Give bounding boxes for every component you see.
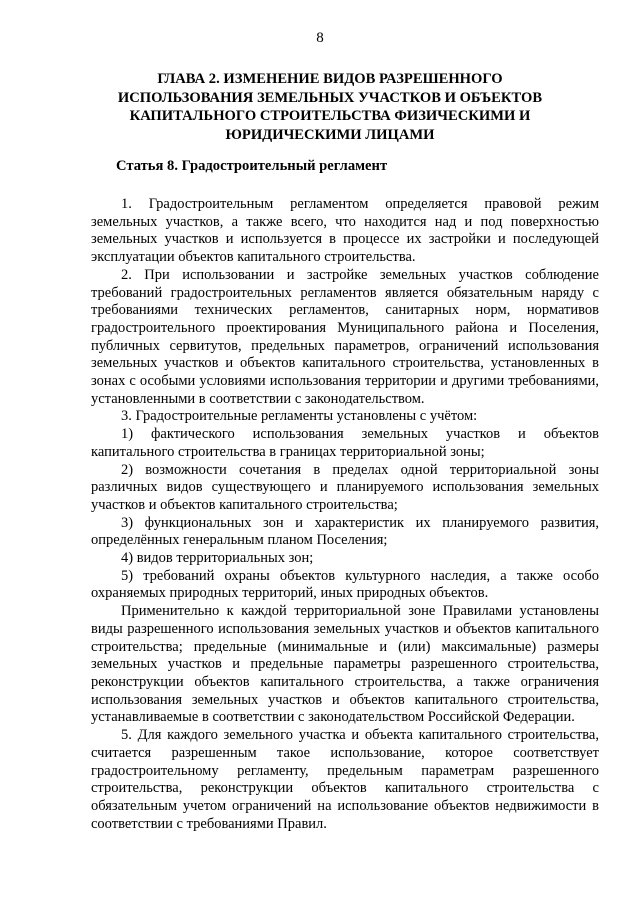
page-number: 8	[316, 30, 324, 46]
list-item-4: 4) видов территориальных зон;	[121, 550, 314, 567]
list-item-3: 3) функциональных зон и характеристик их планируемого развития, определённых генеральным планом Поселения;	[91, 514, 599, 549]
paragraph-5: 5. Для каждого земельного участка и объекта капитального строительства, считается разрешенным такое использование, которое соответствует градостроительному регламенту, предельным параметрам разрешенного строительства, реконструкции объектов капитального строительства с обязательным учетом ограничений на использование объектов недвижимости в соответствии с требованиями Правил.	[91, 727, 599, 832]
list-item-2: 2) возможности сочетания в пределах одной территориальной зоны различных видов существующего и планируемого использования земельных участков и объектов капитального строительства;	[91, 461, 599, 513]
article-body	[91, 196, 599, 833]
paragraph-zones: Применительно к каждой территориальной зоне Правилами установлены виды разрешенного использования земельных участков и объектов капитального строительства; предельные (минимальные и (или) максимальные) размеры земельных участков и предельные параметры разрешенного строительства, реконструкции объектов капитального строительства, а также ограничения использования земельных участков и объектов капитального строительства, устанавливаемые в соответствии с законодательством Российской Федерации.	[91, 603, 599, 726]
paragraph-1: 1. Градостроительным регламентом определяется правовой режим земельных участков, а также всего, что находится над и под поверхностью земельных участков и используется в процессе их застройки и последующей эксплуатации объектов капитального строительства.	[91, 196, 599, 266]
article-title: Статья 8. Градостроительный регламент	[116, 158, 388, 174]
list-item-5: 5) требований охраны объектов культурного наследия, а также особо охраняемых природных территорий, иных природных объектов.	[91, 567, 599, 602]
chapter-title: ГЛАВА 2. ИЗМЕНЕНИЕ ВИДОВ РАЗРЕШЕННОГО ИСПОЛЬЗОВАНИЯ ЗЕМЕЛЬНЫХ УЧАСТКОВ И ОБЪЕКТОВ КАПИТАЛЬНОГО СТРОИТЕЛЬСТВА ФИЗИЧЕСКИМИ И ЮРИДИЧЕСКИМИ ЛИЦАМИ	[117, 71, 543, 143]
paragraph-2: 2. При использовании и застройке земельных участков соблюдение требований градостроительных регламентов является обязательным наряду с требованиями технических регламентов, санитарных норм, нормативов градостроительного проектирования Муниципального района и Поселения, публичных сервитутов, предельных параметров, ограничений использования земельных участков и объектов капитального строительства, установленных в зонах с особыми условиями использования территории и другими требованиями, установленными в соответствии с законодательством.	[91, 266, 599, 407]
paragraph-3: 3. Градостроительные регламенты установлены с учётом:	[121, 408, 478, 425]
list-item-1: 1) фактического использования земельных участков и объектов капитального строительства в границах территориальной зоны;	[91, 426, 599, 460]
